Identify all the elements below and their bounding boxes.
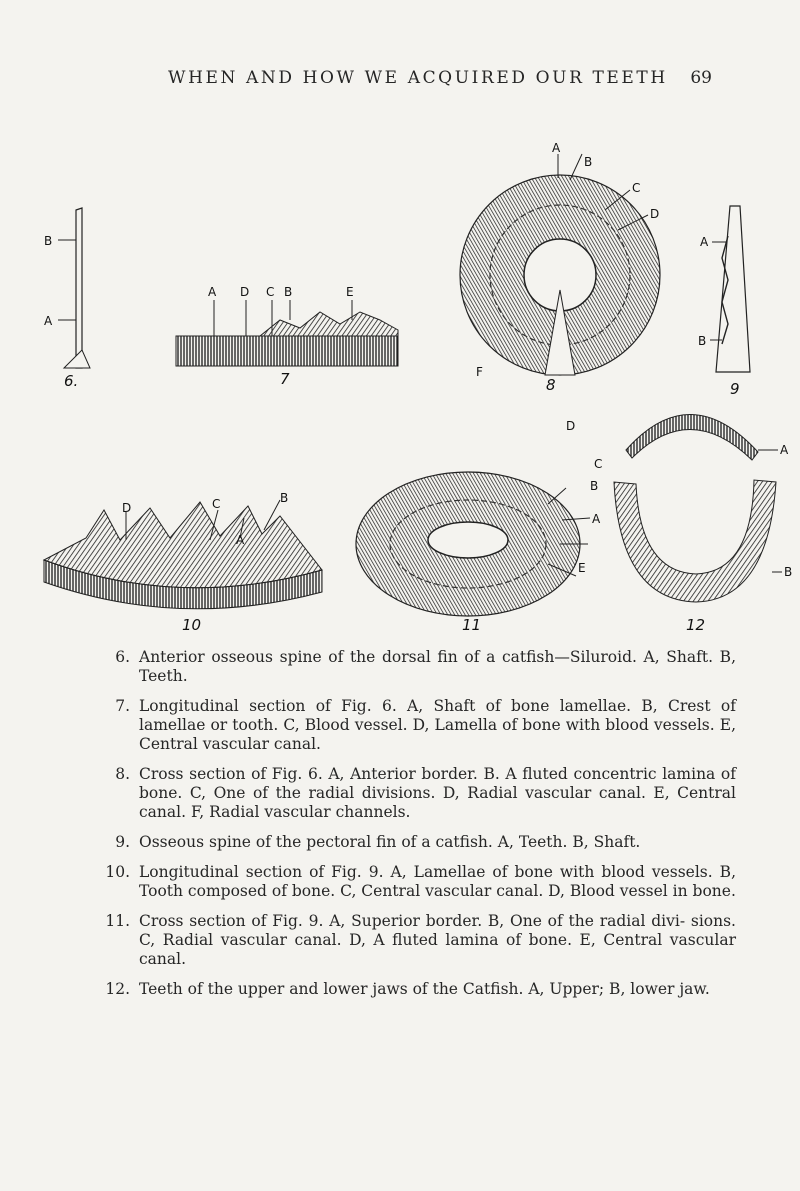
figure-8-cross-section (460, 141, 660, 394)
caption-7 (96, 697, 736, 754)
fig8-label: 8 (546, 376, 556, 394)
caption-number: 12. (105, 980, 130, 998)
fig8-letter-d: D (650, 207, 660, 221)
fig7-letter-e: E (346, 285, 354, 299)
figure-plate (0, 140, 800, 640)
fig7-letter-b: B (284, 285, 293, 299)
fig12-letter-b: B (784, 565, 793, 579)
fig11-letter-a: A (592, 512, 601, 526)
fig12-label: 12 (686, 616, 706, 634)
fig10-letter-d: D (122, 501, 132, 515)
fig8-letter-b: B (584, 155, 593, 169)
fig6-label: 6. (64, 372, 79, 390)
caption-text: Cross section of Fig. 9. A, Superior border. B, One of the radial divi- sions. C, Radial vascular canal. D, A fluted lamina of bone. E, Central vascular canal. (139, 912, 736, 968)
caption-text: Teeth of the upper and lower jaws of the Catfish. A, Upper; B, lower jaw. (139, 980, 710, 998)
fig11-letter-e: E (578, 561, 586, 575)
caption-9 (96, 833, 736, 852)
fig8-letter-c: C (632, 181, 641, 195)
figure-9-pectoral-spine (698, 206, 750, 398)
fig11-letter-c: C (594, 457, 603, 471)
fig10-label: 10 (182, 616, 202, 634)
caption-8 (96, 765, 736, 822)
caption-11 (96, 912, 736, 969)
fig11-letter-d: D (566, 419, 576, 433)
figure-12-jaws (614, 414, 792, 634)
caption-text: Cross section of Fig. 6. A, Anterior border. B. A fluted concentric lamina of bone. C, One of the radial divisions. D, Radial vascular canal. E, Central canal. F, Radial vascular channels. (139, 765, 736, 821)
fig10-letter-c: C (212, 497, 221, 511)
caption-number: 9. (115, 833, 130, 851)
figure-7-longitudinal-section (176, 285, 398, 388)
fig9-letter-b: B (698, 334, 707, 348)
fig6-letter-b: B (44, 234, 53, 248)
caption-number: 11. (105, 912, 130, 930)
figure-10-longitudinal-section (44, 491, 322, 634)
caption-12 (96, 980, 736, 999)
caption-text: Longitudinal section of Fig. 9. A, Lamellae of bone with blood vessels. B, Tooth composed of bone. C, Central vascular canal. D, Blood vessel in bone. (139, 863, 736, 900)
caption-number: 10. (105, 863, 130, 881)
caption-text: Longitudinal section of Fig. 6. A, Shaft of bone lamellae. B, Crest of lamellae or tooth. C, Blood vessel. D, Lamella of bone with blood vessels. E, Central vascular canal. (139, 697, 736, 753)
fig10-letter-a: A (236, 533, 245, 547)
caption-10 (96, 863, 736, 901)
figure-11-cross-section (356, 419, 602, 634)
caption-6 (96, 648, 736, 686)
fig9-label: 9 (730, 380, 740, 398)
fig11-letter-b: B (590, 479, 599, 493)
caption-number: 8. (115, 765, 130, 783)
page-number: 69 (690, 68, 712, 88)
caption-list (96, 648, 736, 1010)
caption-number: 7. (115, 697, 130, 715)
fig7-letter-c: C (266, 285, 275, 299)
fig9-letter-a: A (700, 235, 709, 249)
fig10-letter-b: B (280, 491, 289, 505)
caption-number: 6. (115, 648, 130, 666)
caption-text: Anterior osseous spine of the dorsal fin of a catfish—Siluroid. A, Shaft. B, Teeth. (139, 648, 736, 685)
running-title: WHEN AND HOW WE ACQUIRED OUR TEETH (168, 68, 668, 88)
fig7-label: 7 (280, 370, 290, 388)
fig12-letter-a: A (780, 443, 789, 457)
fig11-label: 11 (462, 616, 482, 634)
fig6-letter-a: A (44, 314, 53, 328)
figure-6-spine (44, 208, 90, 390)
fig7-letter-a: A (208, 285, 217, 299)
fig7-letter-d: D (240, 285, 250, 299)
fig8-letter-f: F (476, 365, 483, 379)
fig8-letter-a: A (552, 141, 561, 155)
caption-text: Osseous spine of the pectoral fin of a catfish. A, Teeth. B, Shaft. (139, 833, 641, 851)
